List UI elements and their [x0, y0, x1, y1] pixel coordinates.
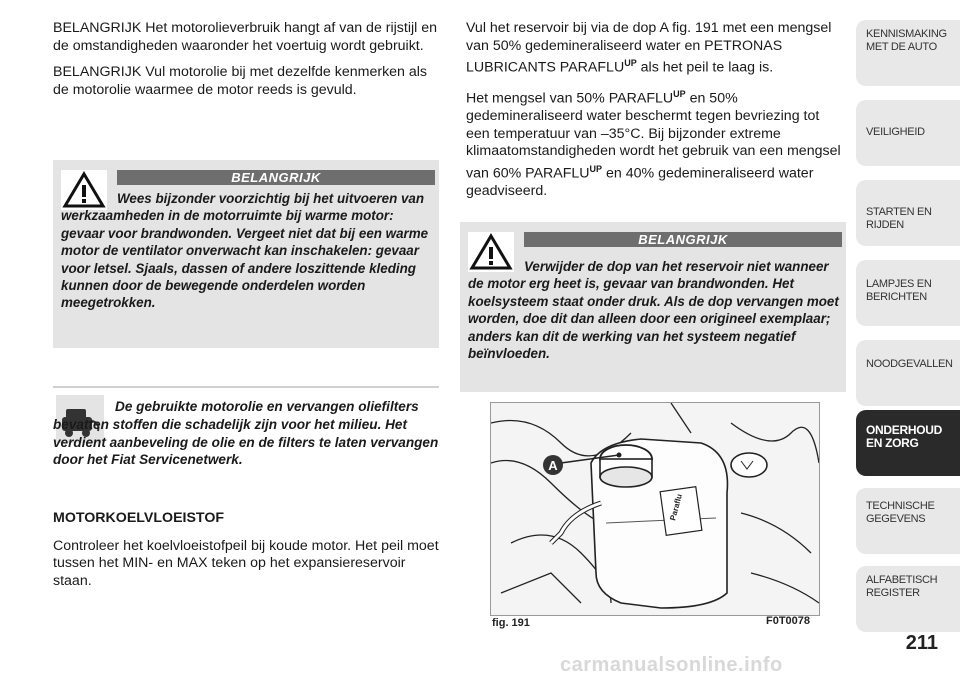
warning-heading: BELANGRIJK — [524, 232, 842, 247]
warning-box-hot-engine — [53, 160, 439, 348]
watermark: carmanualsonline.info — [560, 654, 783, 676]
tab-starten-en-rijden[interactable]: STARTEN EN RIJDEN — [856, 180, 960, 246]
figure-caption: fig. 191 — [492, 617, 530, 629]
chapter-sidebar — [856, 0, 960, 678]
figure-coolant-reservoir — [490, 402, 820, 616]
coolant-section — [53, 510, 443, 599]
tab-veiligheid[interactable]: VEILIGHEID — [856, 100, 960, 166]
tab-alfabetisch-register[interactable]: ALFABETISCH REGISTER — [856, 566, 960, 632]
paragraph-oil-consumption: BELANGRIJK Het motorolieverbruik hangt af van de rijstijl en de omstandigheden waaronder het voertuig wordt gebruikt. — [53, 20, 438, 54]
figure-code: F0T0078 — [766, 615, 811, 627]
tab-kennismaking[interactable]: KENNISMAKING MET DE AUTO — [856, 20, 960, 86]
warning-text: Verwijder de dop van het reservoir niet wanneer de motor erg heet is, gevaar van brandwonden. Het koelsysteem staat onder druk. Als de dop vervangen moet worden, doe dit dan alleen door een origineel exemplaar; anders kan dit de werking van het systeem negatief beïnvloeden. — [468, 259, 839, 362]
environment-note: De gebruikte motorolie en vervangen oliefilters bevatten stoffen die schadelijk zijn voor het milieu. Het verdient aanbeveling de olie en de filters te laten vervangen door het Fiat Servicenetwerk. — [53, 399, 439, 468]
tab-noodgevallen[interactable]: NOODGEVALLEN — [856, 340, 960, 406]
figure-brand-text: Paraflu — [668, 492, 684, 522]
warning-heading: BELANGRIJK — [117, 170, 435, 185]
page-number: 211 — [905, 632, 938, 654]
warning-text: Wees bijzonder voorzichtig bij het uitvoeren van werkzaamheden in de motorruimte bij warme motor: gevaar voor brandwonden. Vergeet niet dat bij een warme motor de ventilator onverwacht kan inschakelen: gevaar voor letsel. Sjaals, dassen of andere loszittende kleding kunnen door de bewegende onderdelen worden meegetrokken. — [61, 191, 429, 311]
paragraph-oil-refill: BELANGRIJK Vul motorolie bij met dezelfde kenmerken als de motorolie waarmee de motor reeds is gevuld. — [53, 64, 428, 98]
right-column — [466, 20, 846, 210]
figure-label-a: A — [548, 458, 558, 473]
left-column — [53, 20, 443, 108]
paragraph-coolant-check: Controleer het koelvloeistofpeil bij koude motor. Het peil moet tussen het MIN- en MAX teken op het expansiereservoir staan. — [53, 537, 439, 589]
section-title: MOTORKOELVLOEISTOF — [53, 510, 225, 526]
tab-lampjes-en-berichten[interactable]: LAMPJES EN BERICHTEN — [856, 260, 960, 326]
tab-technische-gegevens[interactable]: TECHNISCHE GEGEVENS — [856, 488, 960, 554]
paragraph-refill-reservoir: Vul het reservoir bij via de dop A fig. 191 met een mengsel van 50% gedemineraliseerd water en PETRONAS LUBRICANTS $PARAFLU^{UP}$ als het peil te laag is. — [466, 20, 832, 76]
paragraph-mixture: Het mengsel van 50% $PARAFLU^{UP}$ en 50% gedemineraliseerd water beschermt tegen bevriezing tot een temperatuur van –35°C. Bij bijzonder extreme klimaatomstandigheden wordt het gebruik van een mengsel van 60% $PARAFLU^{UP}$ en 40% gedemineraliseerd water geadviseerd. — [466, 89, 841, 200]
tab-onderhoud-en-zorg[interactable]: ONDERHOUD EN ZORG — [856, 410, 960, 476]
warning-box-reservoir-cap — [460, 222, 846, 392]
divider — [53, 386, 439, 388]
